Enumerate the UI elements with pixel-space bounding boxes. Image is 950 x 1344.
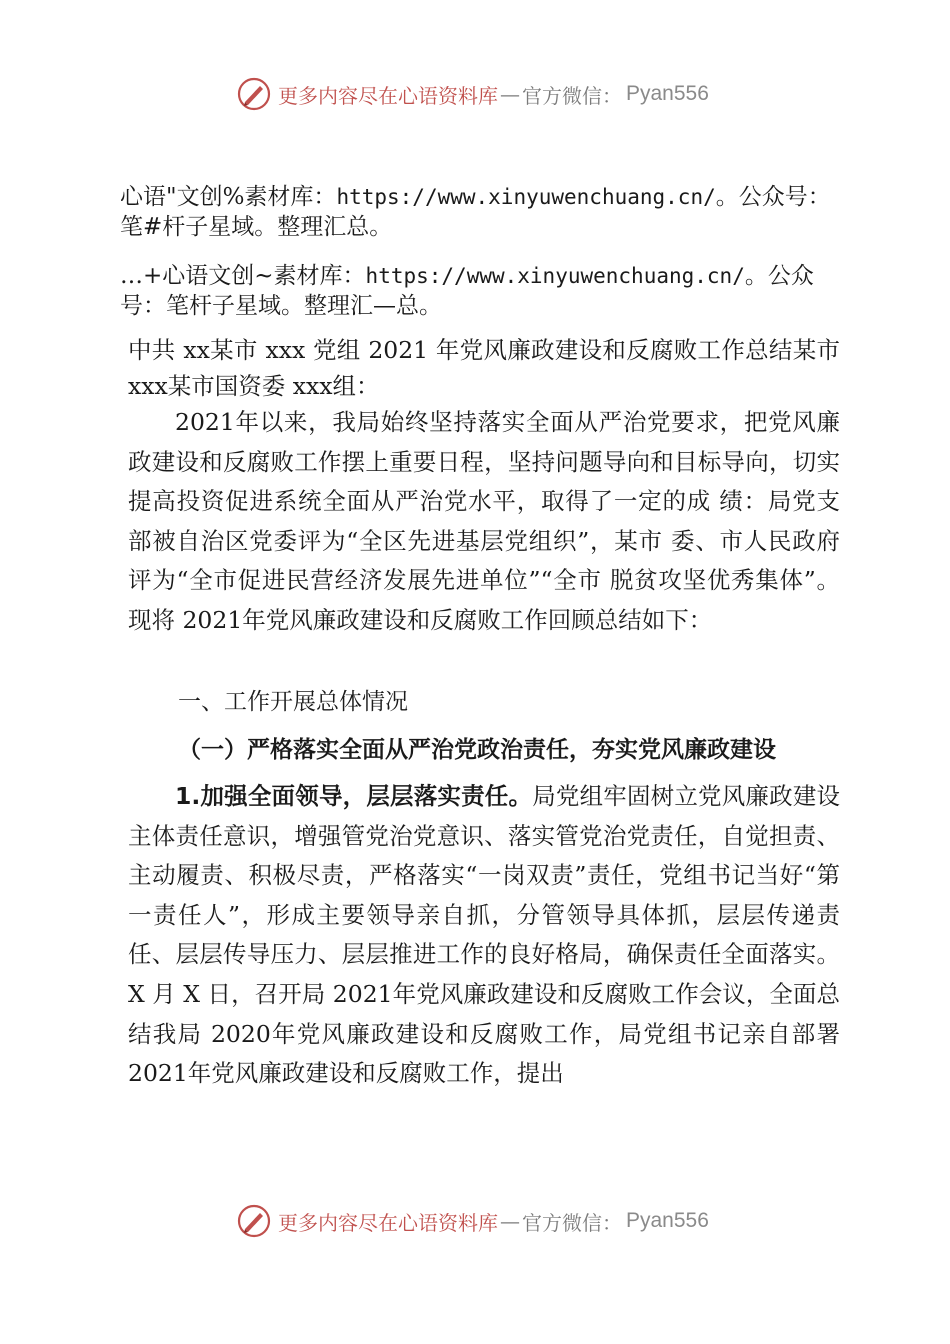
source-note-2-line2: 号：笔杆子星域。整理汇—总。	[120, 293, 442, 319]
section-heading-2: （一）严格落实全面从严治党政治责任，夯实党风廉政建设	[178, 737, 776, 763]
watermark-text: 更多内容尽在心语资料库	[278, 83, 498, 108]
watermark-wechat-label: 官方微信：	[522, 83, 622, 108]
source-note-1-suffix: 。公众号：	[715, 184, 831, 210]
source-note-1-url[interactable]: https://www.xinyuwenchuang.cn/	[336, 185, 716, 209]
source-note-2-suffix: 。公众	[744, 263, 814, 289]
source-note-1-prefix: 心语"文创%素材库：	[120, 184, 337, 210]
pen-logo-icon	[236, 76, 272, 112]
section-heading-1: 一、工作开展总体情况	[178, 689, 408, 715]
section-body: 局党组牢固树立党风廉政建设主体责任意识，增强管党治党意识、落实管党治党责任，自觉担责、主动履责、积极尽责，严格落实“一岗双责”责任，党组书记当好“第一责任人”，形成主要领导亲自抓，分管领导具体抓，层层传递责任、层层传导压力、层层推进工作的良好格局，确保责任全面落实。X 月 X 日，召开局 2021年党风廉政建设和反腐败工作会议，全面总结我局 2020年党风廉政建设和反腐败工作，局党组书记亲自部署 2021年党风廉政建设和反腐败工作，提出	[128, 782, 841, 1088]
source-note-2-prefix: …+心语文创~素材库：	[120, 263, 366, 289]
document-title-line: 中共 xx某市 xxx 党组 2021 年党风廉政建设和反腐败工作总结某市 xxx某市国资委 xxx组：	[128, 336, 840, 400]
watermark-banner-bottom	[236, 1201, 796, 1241]
watermark-wechat-label: 官方微信：	[522, 1210, 622, 1235]
watermark-banner-top	[236, 74, 796, 114]
intro-paragraph: 2021年以来，我局始终坚持落实全面从严治党要求，把党风廉政建设和反腐败工作摆上重要日程，坚持问题导向和目标导向，切实提高投资促进系统全面从严治党水平，取得了一定的成 绩：局党支部被自治区党委评为“全区先进基层党组织”，某市 委、市人民政府评为“全市促进民营经济发展先进单位”“全市 脱贫攻坚优秀集体”。现将 2021年党风廉政建设和反腐败工作回顾总结如下：	[128, 408, 840, 634]
source-note-2	[120, 261, 850, 321]
section-paragraph	[128, 777, 840, 1094]
watermark-wechat-id: Pyan556	[626, 1209, 709, 1232]
pen-logo-icon	[236, 1203, 272, 1239]
watermark-separator: —	[500, 82, 520, 106]
source-note-1-line1	[120, 182, 850, 212]
source-note-2-url[interactable]: https://www.xinyuwenchuang.cn/	[365, 264, 745, 288]
source-note-2-line1	[120, 261, 850, 291]
source-note-1-line2: 笔#杆子星域。整理汇总。	[120, 214, 393, 240]
section-lead: 1.加强全面领导，层层落实责任。	[175, 782, 533, 810]
watermark-text: 更多内容尽在心语资料库	[278, 1210, 498, 1235]
watermark-wechat-id: Pyan556	[626, 82, 709, 105]
watermark-separator: —	[500, 1209, 520, 1233]
source-note-1	[120, 182, 850, 242]
